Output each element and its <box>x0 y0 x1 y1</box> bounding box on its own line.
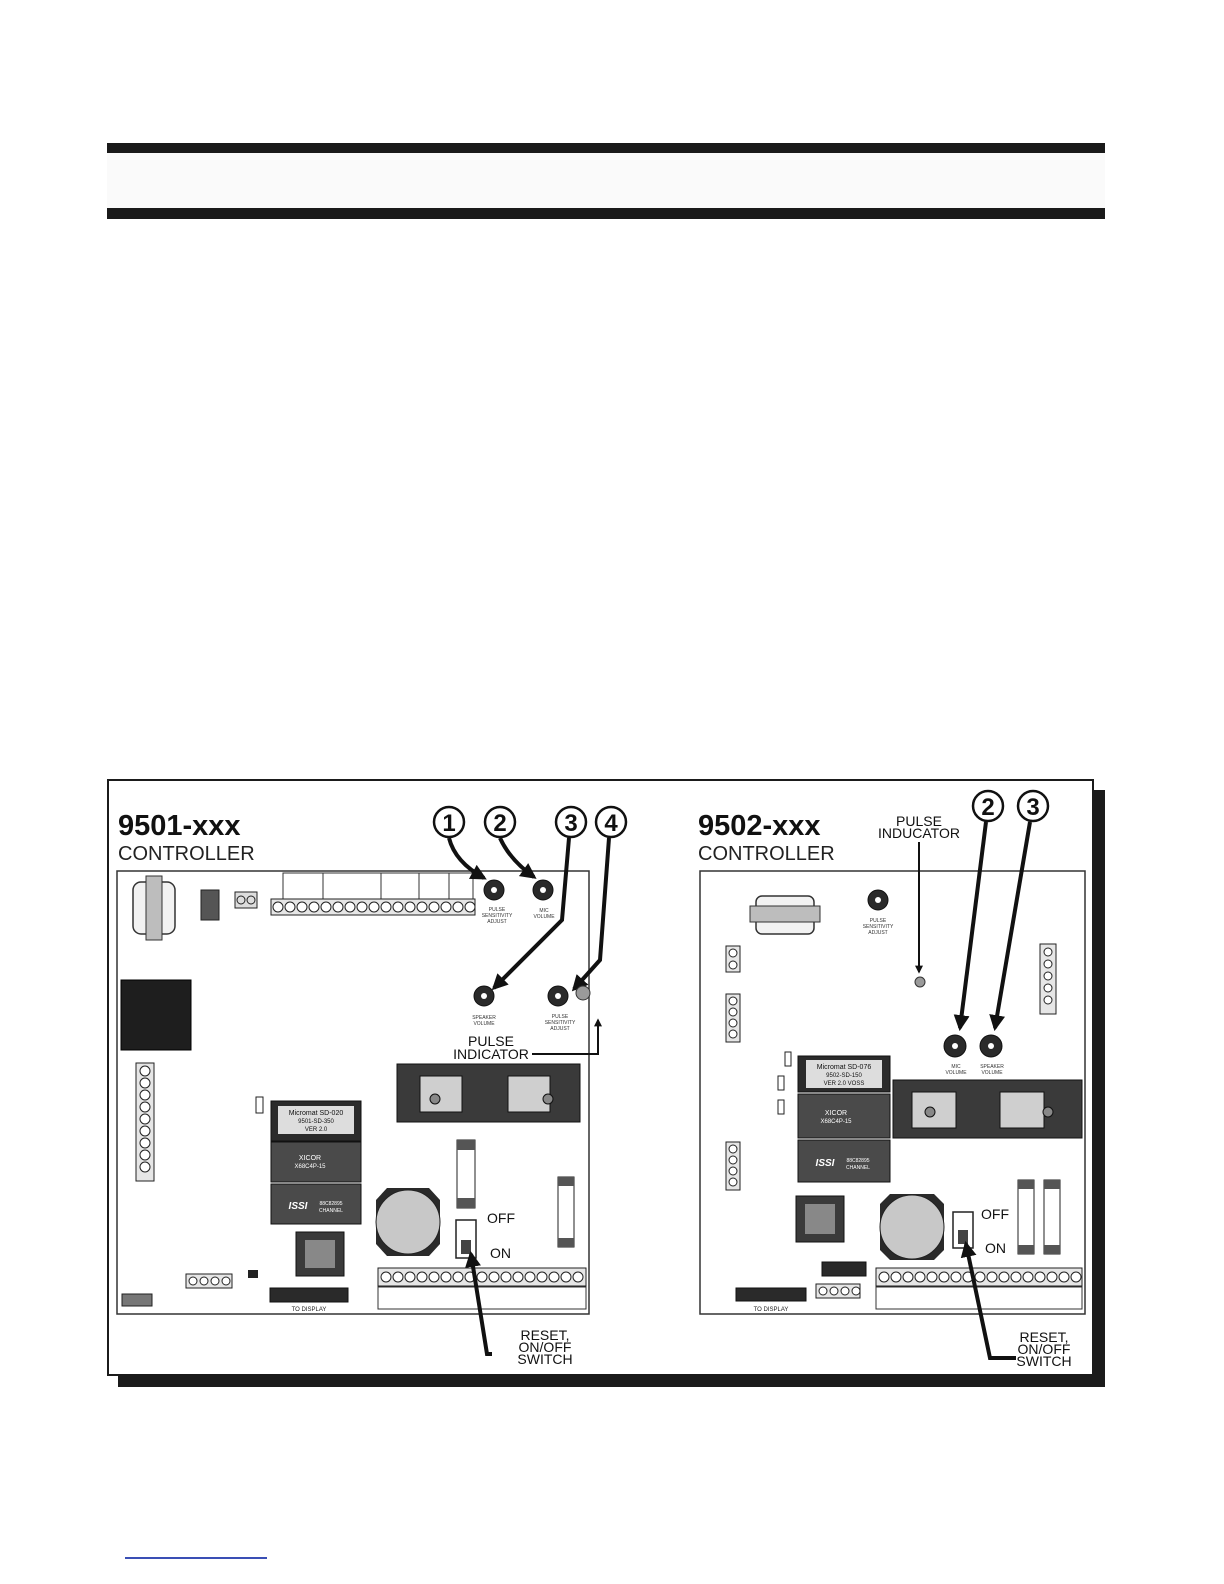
left-fuse-2 <box>558 1177 574 1247</box>
left-pulse-indicator-led <box>576 986 590 1000</box>
svg-text:SENSITIVITY: SENSITIVITY <box>544 1020 576 1026</box>
right-issi-chip <box>798 1140 890 1182</box>
right-switch-off-label: OFF <box>981 1206 1009 1222</box>
left-reset-label-1: RESET, <box>520 1327 570 1343</box>
right-pulse-indicator-label-1: PULSE <box>896 813 942 829</box>
left-pulse-indicator-label-1: PULSE <box>468 1033 514 1049</box>
left-reset-label-2: ON/OFF <box>518 1339 572 1355</box>
right-reset-label-1: RESET, <box>1019 1329 1069 1345</box>
left-transformer <box>133 876 175 940</box>
left-power-jack <box>201 890 219 920</box>
left-reset-label-3: SWITCH <box>517 1351 573 1367</box>
left-xicor-chip <box>271 1142 361 1182</box>
right-reset-label-3: SWITCH <box>1016 1353 1072 1369</box>
svg-text:TO DISPLAY: TO DISPLAY <box>753 1307 789 1313</box>
right-pulse-indicator-label-2: INDUCATOR <box>878 825 960 841</box>
svg-text:SPEAKER: SPEAKER <box>980 1064 1004 1070</box>
svg-text:ADJUST: ADJUST <box>550 1026 570 1032</box>
right-model-title: 9502-xxx <box>698 810 821 842</box>
left-eprom <box>271 1101 361 1141</box>
svg-text:X68C4P-15: X68C4P-15 <box>820 1119 852 1125</box>
svg-text:VOLUME: VOLUME <box>945 1070 967 1076</box>
svg-text:PULSE: PULSE <box>551 1014 569 1020</box>
left-top-screws <box>273 902 475 912</box>
left-switch-on-label: ON <box>490 1245 511 1261</box>
right-pin-header <box>822 1262 866 1276</box>
right-fuse-1 <box>1018 1180 1034 1254</box>
left-side-screws <box>140 1066 150 1172</box>
left-jumper-small <box>248 1270 258 1278</box>
left-small-terminal <box>235 892 257 908</box>
svg-text:SENSITIVITY: SENSITIVITY <box>481 913 513 919</box>
left-controller-label: CONTROLLER <box>118 843 255 865</box>
right-callout-2 <box>973 791 1003 821</box>
right-board <box>698 791 1085 1369</box>
right-transformer <box>750 896 820 934</box>
left-board <box>117 807 626 1367</box>
left-dip-pins <box>122 1294 152 1306</box>
svg-text:Micromat SD-020: Micromat SD-020 <box>288 1110 344 1117</box>
right-reset-label-2: ON/OFF <box>1017 1341 1071 1357</box>
left-jumper <box>256 1097 263 1113</box>
svg-text:88C82895: 88C82895 <box>846 1158 870 1164</box>
svg-text:MIC: MIC <box>951 1064 961 1070</box>
svg-text:VOLUME: VOLUME <box>473 1021 495 1027</box>
svg-text:PULSE: PULSE <box>869 918 887 924</box>
left-bottom-screws <box>381 1272 583 1282</box>
right-bottom-screws <box>879 1272 1081 1282</box>
left-pulse-indicator-label-2: INDICATOR <box>453 1046 529 1062</box>
svg-text:4: 4 <box>604 810 618 837</box>
svg-text:ADJUST: ADJUST <box>868 930 888 936</box>
right-controller-label: CONTROLLER <box>698 843 835 865</box>
svg-text:2: 2 <box>493 810 507 837</box>
svg-text:ADJUST: ADJUST <box>487 919 507 925</box>
svg-text:TO DISPLAY: TO DISPLAY <box>291 1307 327 1313</box>
left-heatsink <box>397 1064 580 1122</box>
svg-text:1: 1 <box>442 810 456 837</box>
svg-text:9501-SD-350: 9501-SD-350 <box>298 1119 334 1125</box>
left-callout-2 <box>485 807 515 837</box>
left-reset-switch <box>456 1220 476 1258</box>
svg-text:XICOR: XICOR <box>298 1155 322 1162</box>
right-fuse-2 <box>1044 1180 1060 1254</box>
svg-text:X68C4P-15: X68C4P-15 <box>294 1164 326 1170</box>
right-jumper-3 <box>778 1100 784 1114</box>
right-heatsink <box>893 1080 1082 1138</box>
svg-text:Micromat SD-076: Micromat SD-076 <box>816 1064 872 1071</box>
left-switch-off-label: OFF <box>487 1210 515 1226</box>
right-switch-on-label: ON <box>985 1240 1006 1256</box>
svg-text:ISSI: ISSI <box>815 1158 835 1169</box>
left-bridge-chip <box>296 1232 344 1276</box>
svg-text:VER 2.0 VOSS: VER 2.0 VOSS <box>823 1081 865 1087</box>
right-xicor-chip <box>798 1094 890 1138</box>
footer-link-underline <box>125 1557 267 1559</box>
svg-text:3: 3 <box>1026 794 1040 821</box>
left-callout-3 <box>556 807 586 837</box>
left-model-title: 9501-xxx <box>118 810 241 842</box>
right-jumper-1 <box>785 1052 791 1066</box>
svg-text:VER 2.0: VER 2.0 <box>304 1127 328 1133</box>
svg-text:VOLUME: VOLUME <box>533 914 555 920</box>
svg-text:88C82895: 88C82895 <box>319 1201 343 1207</box>
svg-text:VOLUME: VOLUME <box>981 1070 1003 1076</box>
svg-text:PULSE: PULSE <box>488 907 506 913</box>
left-processor-chip <box>121 980 191 1050</box>
left-issi-chip <box>271 1184 361 1224</box>
svg-text:ISSI: ISSI <box>288 1201 308 1212</box>
svg-text:CHANNEL: CHANNEL <box>319 1208 343 1214</box>
svg-text:SPEAKER: SPEAKER <box>472 1015 496 1021</box>
right-speaker <box>880 1194 944 1260</box>
right-jumper-2 <box>778 1076 784 1090</box>
left-speaker <box>376 1188 440 1256</box>
right-bridge-chip <box>796 1196 844 1242</box>
right-reset-switch <box>953 1212 973 1248</box>
svg-text:3: 3 <box>564 810 578 837</box>
right-eprom <box>798 1056 890 1092</box>
svg-text:SENSITIVITY: SENSITIVITY <box>862 924 894 930</box>
svg-text:2: 2 <box>981 794 995 821</box>
left-callout-1 <box>434 807 464 837</box>
left-fuse-1 <box>457 1140 475 1208</box>
svg-text:CHANNEL: CHANNEL <box>846 1165 870 1171</box>
svg-text:XICOR: XICOR <box>824 1110 848 1117</box>
right-pulse-indicator-led <box>915 977 925 987</box>
svg-text:MIC: MIC <box>539 908 549 914</box>
right-callout-3 <box>1018 791 1048 821</box>
left-callout-4 <box>596 807 626 837</box>
svg-text:9502-SD-150: 9502-SD-150 <box>826 1073 862 1079</box>
